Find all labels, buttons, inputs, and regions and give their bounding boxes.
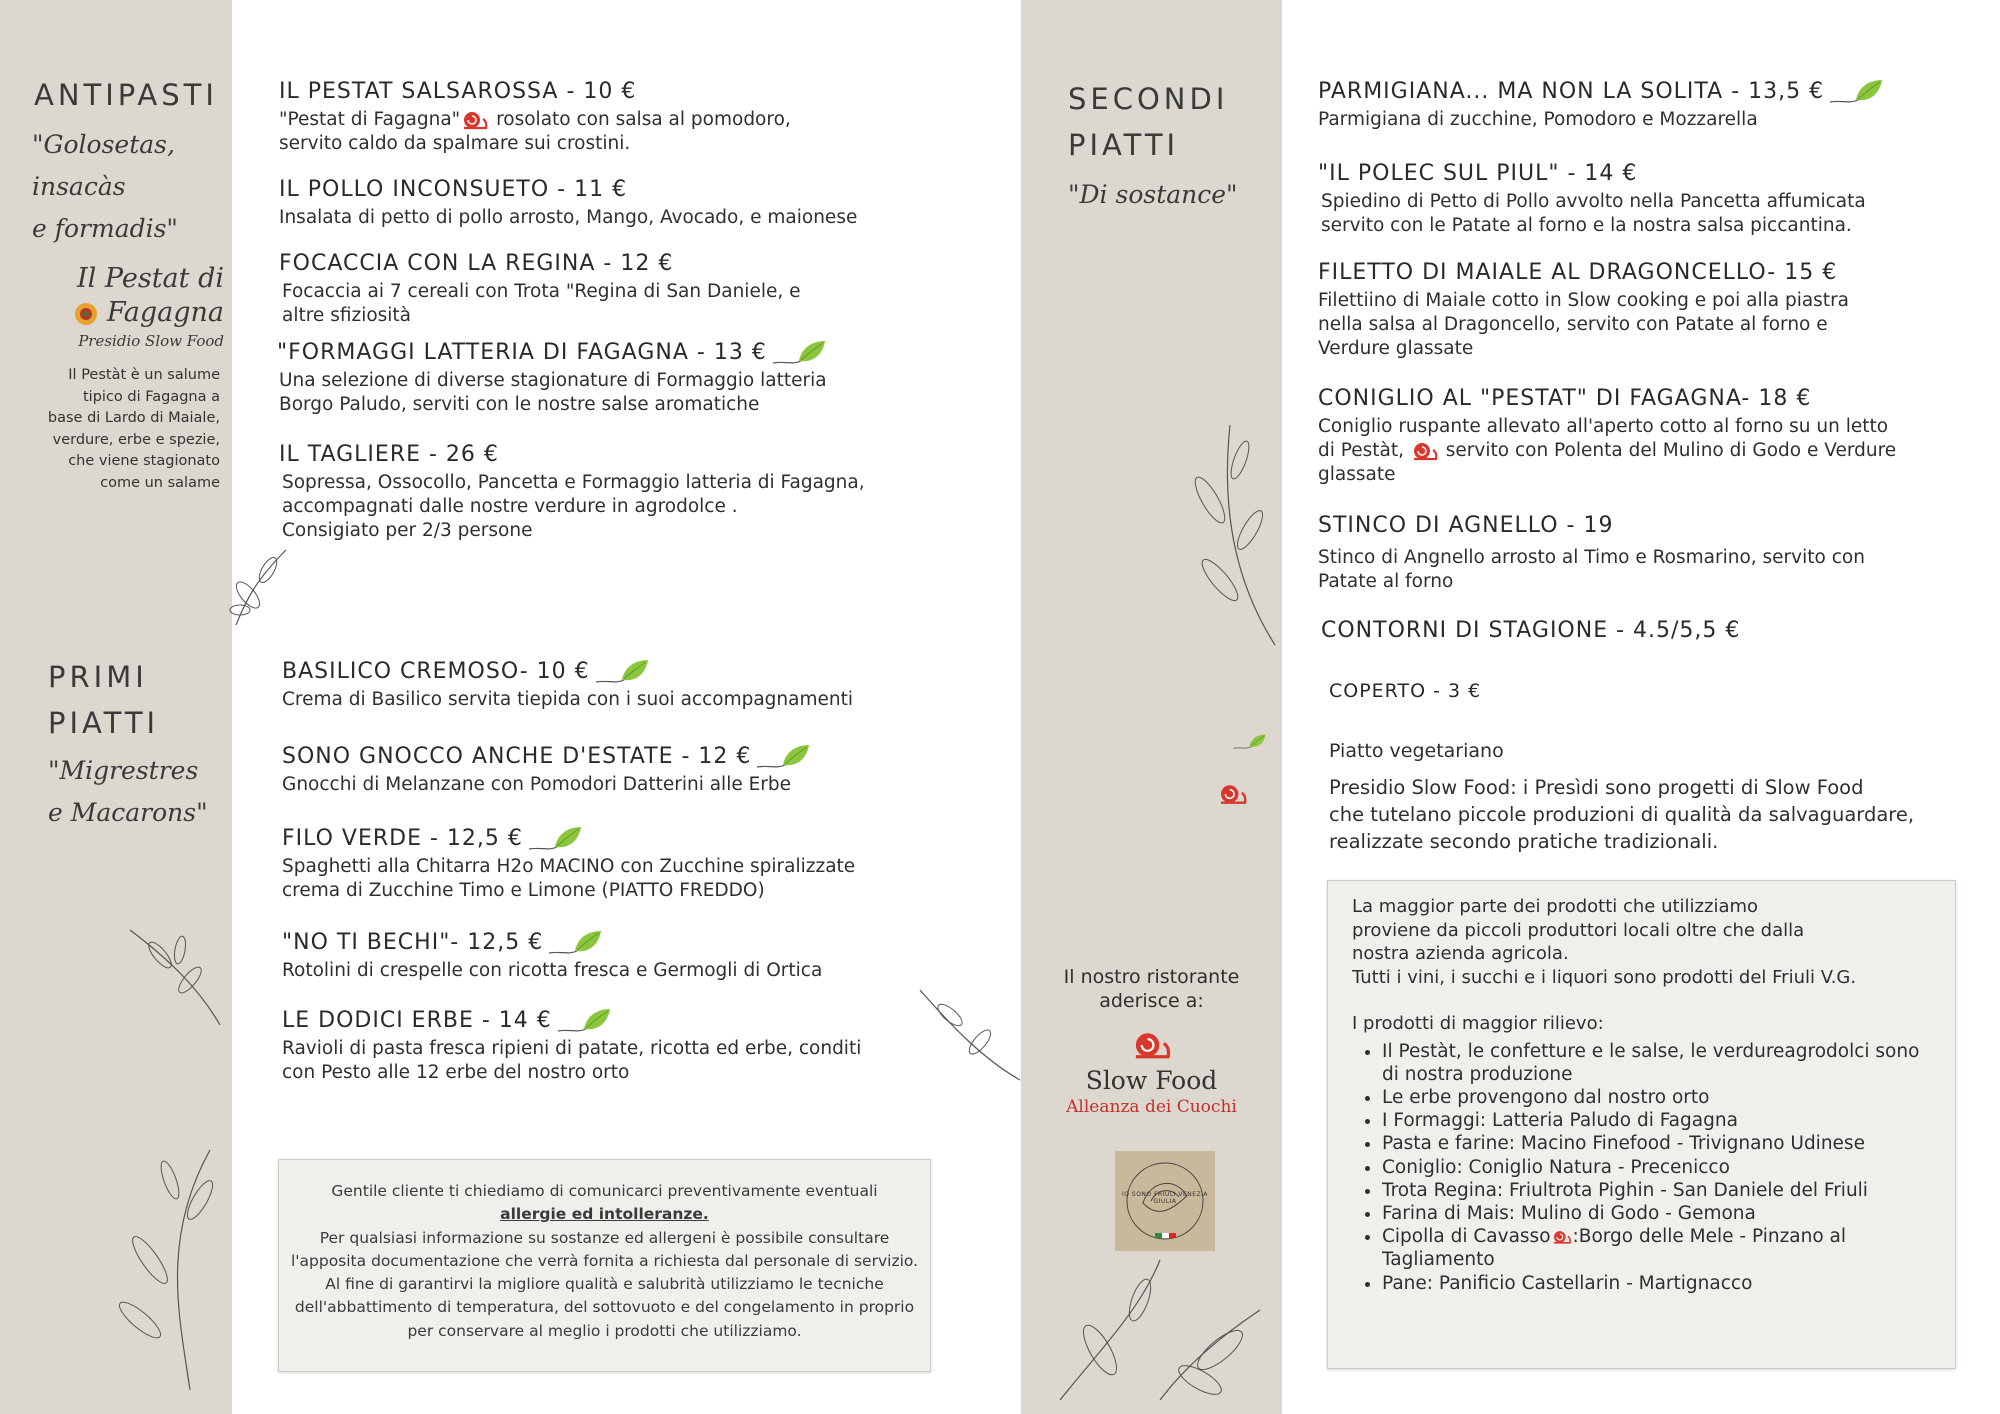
vegetarian-leaf-icon <box>755 743 813 771</box>
item-title-row <box>282 825 855 853</box>
pestat-note <box>48 365 220 494</box>
slowfood-subtitle: Alleanza dei Cuochi <box>1066 1097 1237 1117</box>
pestat-note-line: Il Pestàt è un salume <box>68 367 220 383</box>
primi-subtitle <box>48 750 208 834</box>
allergy-notice-box <box>278 1159 931 1372</box>
sprig-decoration-icon <box>1160 420 1280 650</box>
pestat-note-line: verdure, erbe e spezie, <box>52 431 220 448</box>
fvg-badge-text: IO SONO FRIULI VENEZIA GIULIA <box>1121 1191 1208 1205</box>
item-desc-part: "Pestat di Fagagna" <box>279 109 461 130</box>
item-desc-line: Una selezione di diverse stagionature di Formaggio latteria <box>279 370 827 391</box>
vegetarian-leaf-icon <box>527 825 585 853</box>
products-intro-line: La maggior parte dei prodotti che utilizziamo <box>1352 896 1759 917</box>
legend-presidio <box>1329 774 1914 855</box>
legend-snail-icon <box>1216 782 1250 806</box>
antipasti-title: ANTIPASTI <box>34 78 218 112</box>
menu-item-filo-verde <box>282 825 855 903</box>
item-desc-line: altre sfiziosità <box>282 305 412 326</box>
item-title: COPERTO - 3 € <box>1329 680 1482 702</box>
secondi-title-line: PIATTI <box>1068 128 1180 162</box>
item-desc <box>282 280 801 328</box>
menu-item-tagliere <box>279 441 865 543</box>
products-info-content <box>1328 881 1955 1295</box>
sprig-decoration-icon <box>100 1140 230 1390</box>
item-desc <box>1318 289 1849 361</box>
item-title-row <box>1318 78 1886 106</box>
adheres-line: aderisce a: <box>1099 990 1204 1012</box>
vegetarian-leaf-icon <box>771 339 829 367</box>
list-item: • Pasta e farine: Macino Finefood - Trivignano Udinese <box>1382 1132 1937 1155</box>
item-title: FOCACCIA CON LA REGINA - 12 € <box>279 251 674 276</box>
menu-item-parmigiana <box>1318 78 1886 132</box>
item-desc-line: crema di Zucchine Timo e Limone (PIATTO FREDDO) <box>282 880 765 901</box>
item-desc: Gnocchi di Melanzane con Pomodori Datterini alle Erbe <box>282 774 792 795</box>
item-title-row <box>282 743 813 771</box>
item-desc-line: Ravioli di pasta fresca ripieni di patate, ricotta ed erbe, conditi <box>282 1038 862 1059</box>
item-title: SONO GNOCCO ANCHE D'ESTATE - 12 € <box>282 744 752 769</box>
item-desc-line: Spaghetti alla Chitarra H2o MACINO con Zucchine spiralizzate <box>282 856 856 877</box>
item-desc <box>1321 190 1866 238</box>
menu-item-coniglio-pestat <box>1318 385 1896 487</box>
item-title-row <box>277 339 829 367</box>
item-title-row <box>282 1007 861 1035</box>
item-title: PARMIGIANA... MA NON LA SOLITA - 13,5 € <box>1318 79 1825 104</box>
item-desc: Crema di Basilico servita tiepida con i suoi accompagnamenti <box>282 689 854 710</box>
legend-leaf-icon <box>1232 728 1268 756</box>
item-desc-part: servito con Polenta del Mulino di Godo e Verdure <box>1439 440 1897 461</box>
list-item: • Il Pestàt, le confetture e le salse, le verdureagrodolci sono di nostra produzione <box>1382 1040 1937 1086</box>
antipasti-subtitle-line: "Golosetas, <box>32 130 175 159</box>
menu-item-pestat-salsarossa <box>279 78 791 156</box>
pestat-fagagna-text: Fagagna <box>106 297 224 328</box>
item-title: IL TAGLIERE - 26 € <box>279 442 499 467</box>
item-desc <box>282 855 855 903</box>
item-desc-line: Sopressa, Ossocollo, Pancetta e Formaggio latteria di Fagagna, <box>282 472 865 493</box>
item-title: BASILICO CREMOSO- 10 € <box>282 659 590 684</box>
products-list <box>1352 1040 1937 1295</box>
slowfood-logo <box>1021 1028 1282 1118</box>
secondi-title-line: SECONDI <box>1068 82 1229 116</box>
item-desc <box>279 369 829 417</box>
allergy-line: Al fine di garantirvi la migliore qualità e salubrità utilizziamo le tecniche <box>325 1275 884 1294</box>
menu-item-focaccia-regina <box>279 250 801 328</box>
primi-subtitle-line: "Migrestres <box>48 756 199 785</box>
item-desc-line: Spiedino di Petto di Pollo avvolto nella Pancetta affumicata <box>1321 191 1866 212</box>
sprig-decoration-icon <box>120 920 230 1030</box>
menu-item-coperto <box>1329 677 1481 705</box>
products-intro-line: nostra azienda agricola. <box>1352 943 1569 964</box>
item-title: FILETTO DI MAIALE AL DRAGONCELLO- 15 € <box>1318 260 1838 285</box>
adheres-line: Il nostro ristorante <box>1063 966 1240 988</box>
sprig-decoration-icon <box>1040 1250 1270 1410</box>
item-desc-line: Focaccia ai 7 cereali con Trota "Regina di San Daniele, e <box>282 281 801 302</box>
item-desc <box>1318 546 1865 594</box>
vegetarian-leaf-icon <box>556 1007 614 1035</box>
item-desc <box>282 471 865 543</box>
fvg-badge <box>1115 1151 1215 1251</box>
list-item <box>1382 1225 1937 1271</box>
item-desc-line: Borgo Paludo, serviti con le nostre salse aromatiche <box>279 394 760 415</box>
pestat-note-line: tipico di Fagagna a <box>83 388 220 405</box>
vegetarian-leaf-icon <box>594 658 652 686</box>
item-desc-line: Filettiino di Maiale cotto in Slow cooking e poi alla piastra <box>1318 290 1850 311</box>
antipasti-subtitle-line: e formadis" <box>32 214 178 243</box>
item-desc: Parmigiana di zucchine, Pomodoro e Mozzarella <box>1318 109 1758 130</box>
slowfood-name: Slow Food <box>1085 1066 1218 1095</box>
item-desc-line: nella salsa al Dragoncello, servito con Patate al forno e <box>1318 314 1828 335</box>
list-item: • I Formaggi: Latteria Paludo di Fagagna <box>1382 1109 1937 1132</box>
item-desc-line <box>1318 439 1896 463</box>
item-title-row <box>282 658 853 686</box>
list-item: • Trota Regina: Friultrota Pighin - San Daniele del Friuli <box>1382 1179 1937 1202</box>
item-title-row <box>282 929 822 957</box>
vegetarian-leaf-icon <box>547 929 605 957</box>
adheres-text <box>1021 965 1282 1013</box>
menu-item-formaggi-latteria <box>277 339 829 417</box>
pestat-script-line2 <box>73 296 224 330</box>
item-title: "IL POLEC SUL PIUL" - 14 € <box>1318 161 1638 186</box>
item-desc: Rotolini di crespelle con ricotta fresca e Germogli di Ortica <box>282 960 823 981</box>
sprig-decoration-icon <box>226 540 296 630</box>
item-desc-line: accompagnati dalle nostre verdure in agrodolce . <box>282 496 738 517</box>
secondi-subtitle: "Di sostance" <box>1068 180 1238 209</box>
pestat-script-line: Presidio Slow Food <box>78 332 224 350</box>
legend-vegetarian: Piatto vegetariano <box>1329 740 1504 762</box>
item-desc-line: Patate al forno <box>1318 571 1454 592</box>
item-desc <box>282 1037 861 1085</box>
menu-item-polec-sul-piul <box>1318 160 1866 238</box>
products-info-box <box>1327 880 1956 1369</box>
slowfood-snail-icon <box>1130 1028 1174 1062</box>
menu-item-contorni <box>1321 617 1740 645</box>
allergy-line: Per qualsiasi informazione su sostanze ed allergeni è possibile consultare <box>319 1228 890 1247</box>
menu-item-gnocco-estate <box>282 743 813 797</box>
menu-item-dodici-erbe <box>282 1007 861 1085</box>
legend-presidio-line: che tutelano piccole produzioni di qualità da salvaguardare, <box>1329 803 1915 826</box>
allergy-line: l'apposita documentazione che verrà fornita a richiesta dal personale di servizio. <box>290 1251 919 1270</box>
menu-item-stinco-agnello <box>1318 512 1865 594</box>
item-title: IL PESTAT SALSAROSSA - 10 € <box>279 79 637 104</box>
allergy-line: per conservare al meglio i prodotti che utilizziamo. <box>407 1321 802 1340</box>
item-desc-line: glassate <box>1318 464 1396 485</box>
menu-item-basilico-cremoso <box>282 658 853 712</box>
item-desc-line: Verdure glassate <box>1318 338 1474 359</box>
legend-presidio-line: realizzate secondo pratiche tradizionali. <box>1329 830 1719 853</box>
item-title: CONTORNI DI STAGIONE - 4.5/5,5 € <box>1321 618 1741 643</box>
item-desc-line: Stinco di Angnello arrosto al Timo e Rosmarino, servito con <box>1318 547 1865 568</box>
primi-title-line: PRIMI <box>48 660 148 694</box>
item-desc-line: Coniglio ruspante allevato all'aperto cotto al forno su un letto <box>1318 416 1889 437</box>
item-title: IL POLLO INCONSUETO - 11 € <box>279 177 628 202</box>
item-desc <box>279 108 791 156</box>
allergy-notice-text <box>279 1160 930 1343</box>
sprig-decoration-icon <box>915 980 1025 1090</box>
item-desc-part: rosolato con salsa al pomodoro, <box>490 109 791 130</box>
menu-item-no-ti-bechi <box>282 929 822 983</box>
menu-item-filetto-maiale <box>1318 259 1849 361</box>
item-desc <box>1318 415 1896 487</box>
pestat-note-line: base di Lardo di Maiale, <box>47 410 220 426</box>
products-intro <box>1352 895 1937 989</box>
slowfood-snail-icon <box>1551 1229 1573 1245</box>
antipasti-subtitle <box>32 124 178 250</box>
item-title: LE DODICI ERBE - 14 € <box>282 1008 552 1033</box>
slowfood-snail-icon <box>460 109 490 131</box>
list-item: • Farina di Mais: Mulino di Godo - Gemona <box>1382 1202 1937 1225</box>
allergy-line: Gentile cliente ti chiediamo di comunicarci preventivamente eventuali <box>331 1182 878 1200</box>
allergy-line: dell'abbattimento di temperatura, del sottovuoto e del congelamento in proprio <box>294 1298 915 1317</box>
legend-presidio-line: Presidio Slow Food: i Presìdi sono progetti di Slow Food <box>1329 776 1864 799</box>
secondi-title <box>1068 76 1228 168</box>
item-title: FILO VERDE - 12,5 € <box>282 826 523 851</box>
products-intro-line: Tutti i vini, i succhi e i liquori sono prodotti del Friuli V.G. <box>1352 966 1857 988</box>
products-intro-line: proviene da piccoli produttori locali oltre che dalla <box>1352 919 1805 941</box>
fagagna-logo-icon <box>73 301 99 327</box>
item-title: STINCO DI AGNELLO - 19 <box>1318 513 1614 538</box>
item-desc-line: servito con le Patate al forno e la nostra salsa piccantina. <box>1321 215 1852 236</box>
menu-item-pollo-inconsueto <box>279 176 857 230</box>
pestat-script-line: Il Pestat di <box>77 263 224 294</box>
primi-subtitle-line: e Macarons" <box>48 798 208 827</box>
primi-title-line: PIATTI <box>48 706 160 740</box>
vegetarian-leaf-icon <box>1828 78 1886 106</box>
slowfood-snail-icon <box>1410 440 1440 462</box>
item-desc-line: con Pesto alle 12 erbe del nostro orto <box>282 1062 630 1083</box>
primi-title <box>48 654 159 746</box>
item-title: "NO TI BECHI"- 12,5 € <box>282 930 544 955</box>
item-desc-part: servito caldo da spalmare sui crostini. <box>279 133 631 154</box>
item-desc-line: Consigiato per 2/3 persone <box>282 520 533 541</box>
list-item-part: :Borgo delle Mele - Pinzano al Tagliamento <box>1382 1226 1847 1271</box>
antipasti-subtitle-line: insacàs <box>32 172 126 201</box>
list-item: • Coniglio: Coniglio Natura - Precenicco <box>1382 1156 1937 1179</box>
list-item-part: Cipolla di Cavasso <box>1382 1226 1551 1248</box>
pestat-note-line: che viene stagionato <box>68 453 220 469</box>
pestat-note-line: come un salame <box>100 474 220 491</box>
pestat-script-block <box>73 262 224 352</box>
list-item: • Le erbe provengono dal nostro orto <box>1382 1086 1937 1109</box>
list-item: • Pane: Panificio Castellarin - Martignacco <box>1382 1272 1937 1295</box>
allergy-underlined: allergie ed intolleranze. <box>500 1205 709 1224</box>
products-heading: I prodotti di maggior rilievo: <box>1352 1013 1604 1034</box>
item-title: "FORMAGGI LATTERIA DI FAGAGNA - 13 € <box>277 340 767 365</box>
item-desc-part: di Pestàt, <box>1318 440 1405 461</box>
item-desc: Insalata di petto di pollo arrosto, Mango, Avocado, e maionese <box>279 207 858 228</box>
item-title: CONIGLIO AL "PESTAT" DI FAGAGNA- 18 € <box>1318 386 1812 411</box>
